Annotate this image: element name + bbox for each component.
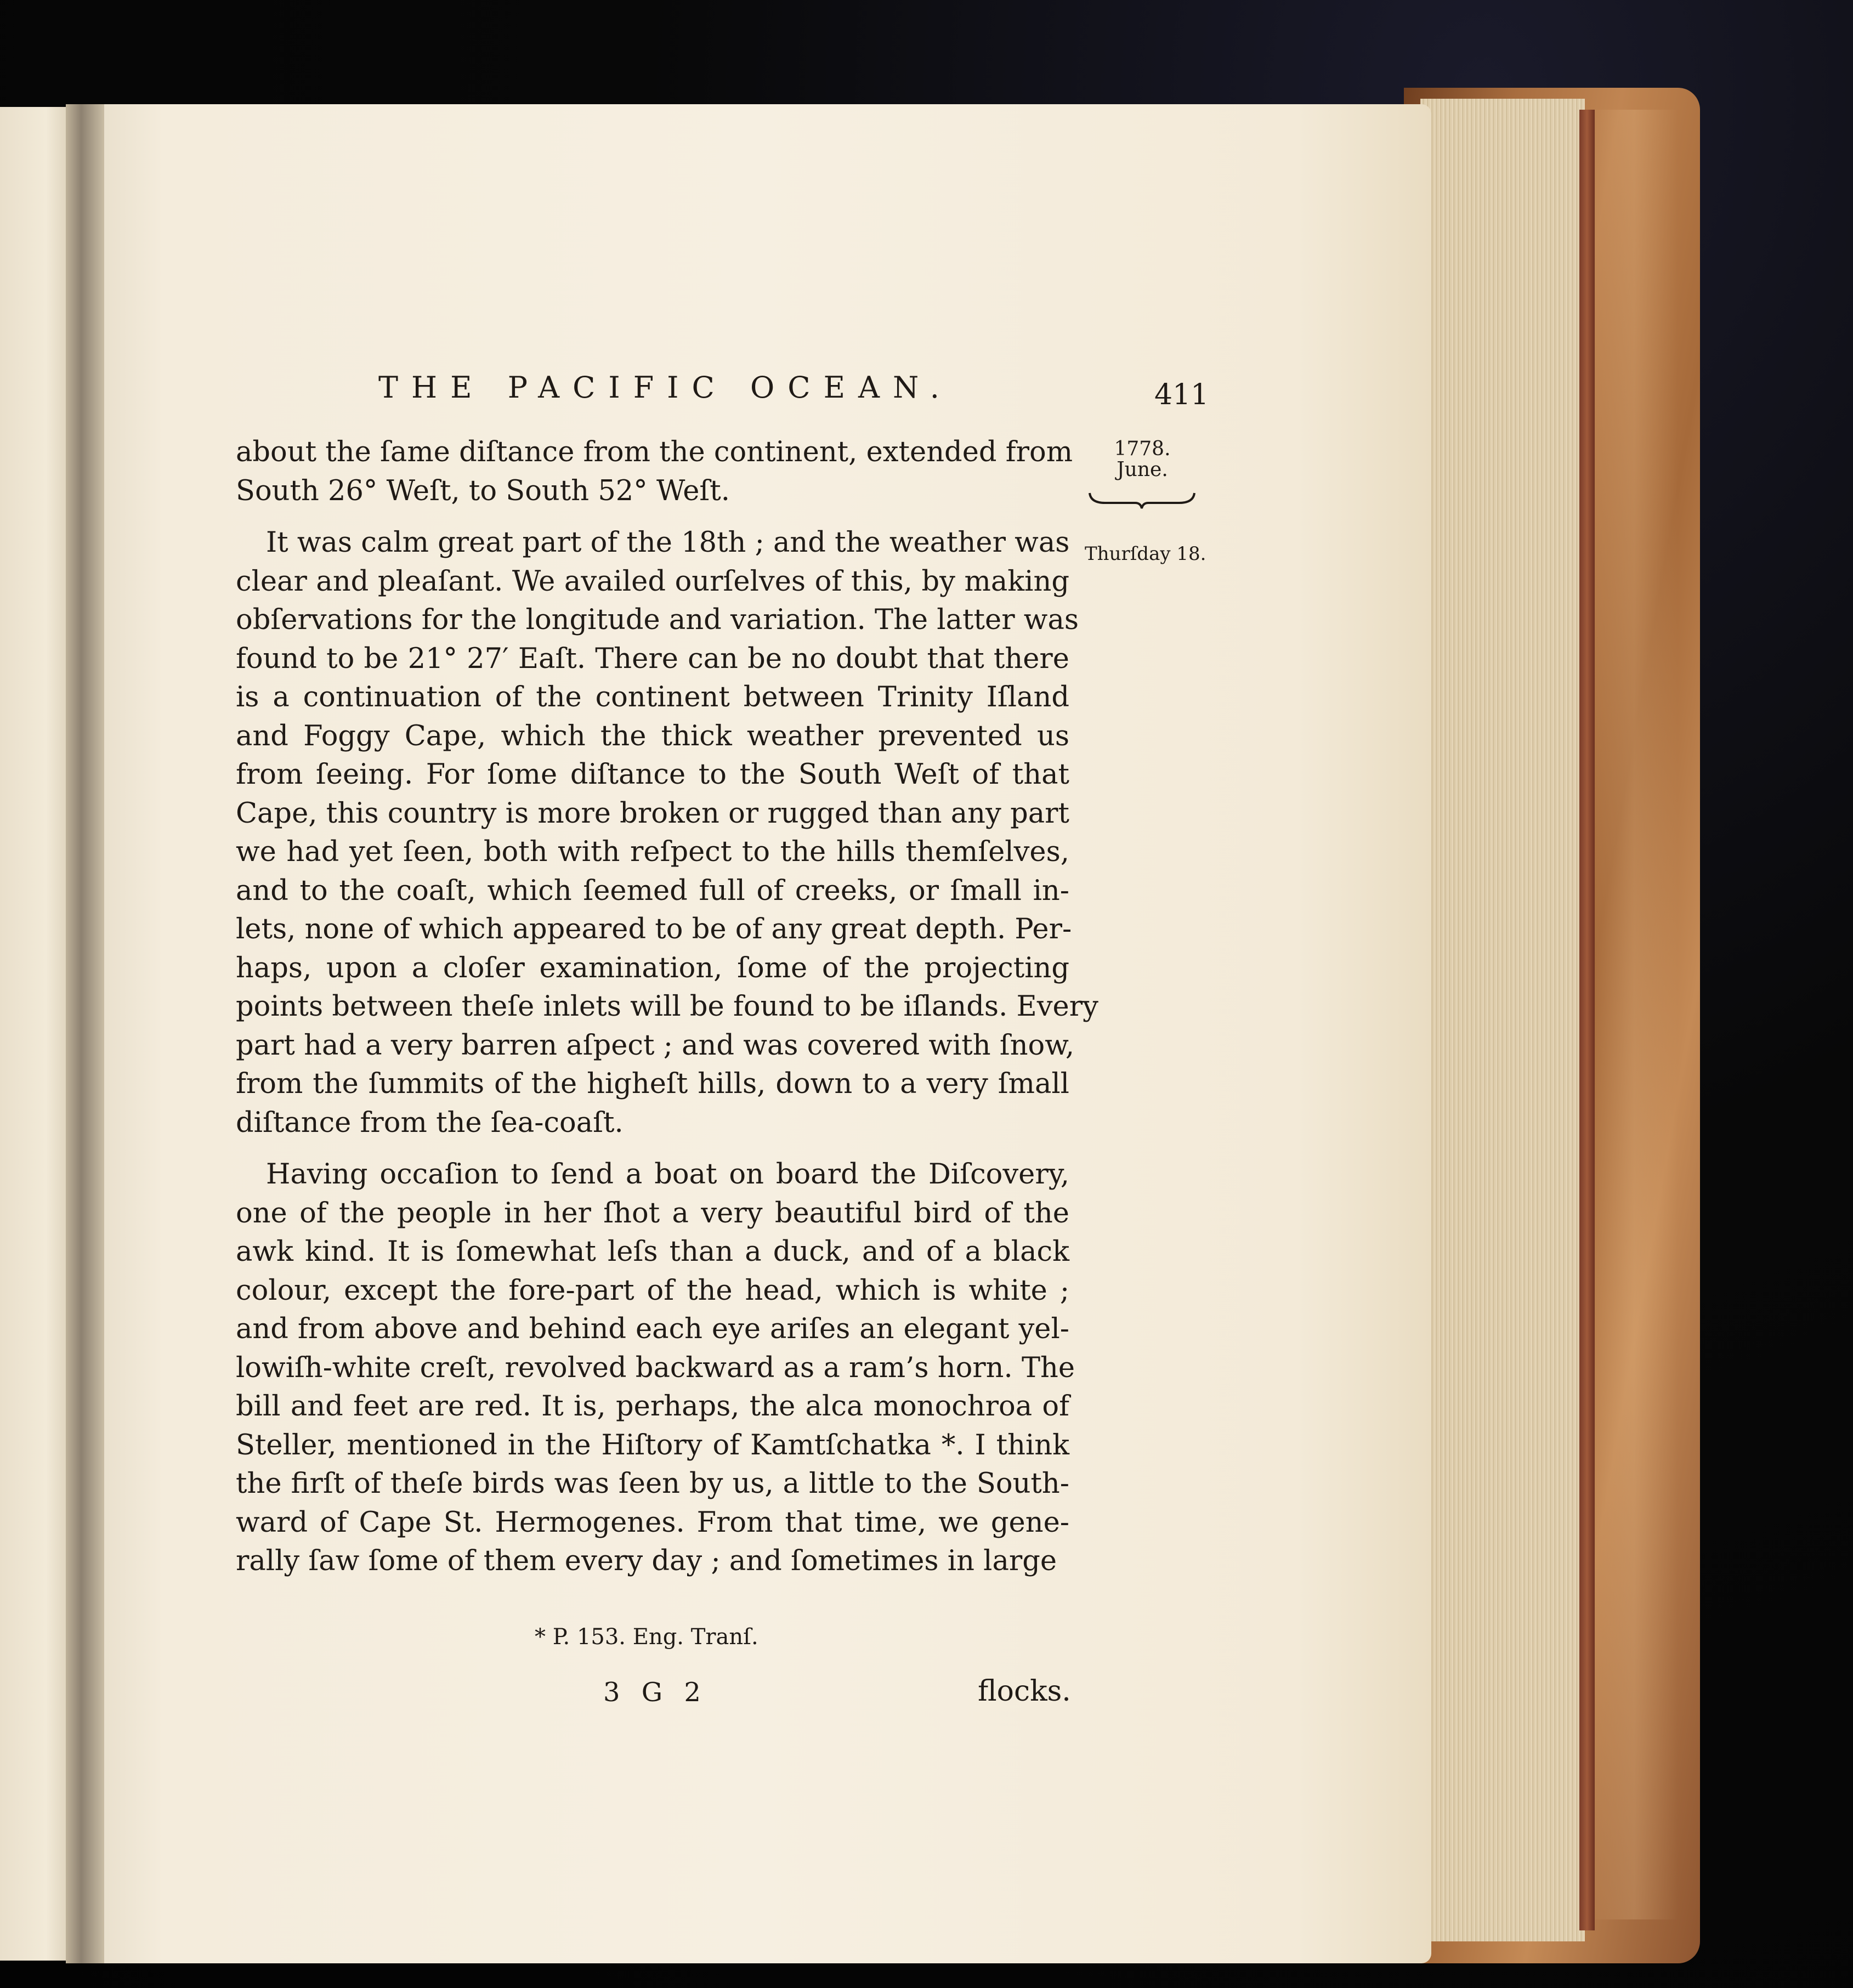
- text-line: lets, none of which appeared to be of any great depth. Per-: [236, 913, 1072, 945]
- text-line: Steller, mentioned in the Hiſtory of Kamtſchatka *. I think: [236, 1429, 1069, 1462]
- text-line: haps, upon a cloſer examination, ſome of the projecting: [236, 951, 1069, 984]
- text-line: ward of Cape St. Hermogenes. From that time, we gene-: [236, 1506, 1069, 1539]
- text-line: and Foggy Cape, which the thick weather prevented us: [236, 720, 1069, 752]
- text-line: about the ſame diſtance from the continent, extended from: [236, 436, 1073, 468]
- book-gutter: [66, 104, 104, 1963]
- text-line: clear and pleaſant. We availed ourſelves of this, by making: [236, 565, 1069, 598]
- running-head: THE PACIFIC OCEAN.: [378, 370, 953, 405]
- sprinkled-edge: [1579, 110, 1595, 1930]
- margin-date-block: [1112, 439, 1172, 480]
- footnote: * P. 153. Eng. Tranſ.: [535, 1624, 758, 1650]
- text-line: and from above and behind each eye ariſes an elegant yel-: [236, 1313, 1069, 1345]
- text-line: the firſt of theſe birds was ſeen by us, a little to the South-: [236, 1468, 1069, 1500]
- text-line: colour, except the fore-part of the head, which is white ;: [236, 1274, 1069, 1307]
- text-line: is a continuation of the continent between Trinity Iſland: [236, 681, 1069, 713]
- body-text: [236, 433, 1098, 1581]
- signature-mark: 3 G 2: [603, 1677, 707, 1708]
- text-line: Cape, this country is more broken or rugged than any part: [236, 797, 1069, 830]
- paragraph-gap: [236, 511, 1069, 524]
- margin-year: 1778.: [1114, 438, 1171, 460]
- text-line: South 26° Weſt, to South 52° Weſt.: [236, 474, 730, 507]
- page-fore-edge: [1420, 99, 1585, 1941]
- margin-month: June.: [1117, 458, 1168, 481]
- text-line: points between theſe inlets will be found to be iſlands. Every: [236, 990, 1098, 1023]
- text-line: lowiſh-white creſt, revolved backward as a ram’s horn. The: [236, 1351, 1075, 1384]
- text-line: Having occaſion to ſend a boat on board the Diſcovery,: [266, 1158, 1069, 1191]
- text-line: from ſeeing. For ſome diſtance to the South Weſt of that: [236, 758, 1069, 791]
- text-line: found to be 21° 27′ Eaſt. There can be no doubt that there: [236, 642, 1069, 675]
- text-line: It was calm great part of the 18th ; and the weather was: [266, 526, 1070, 559]
- paragraph-gap: [236, 1142, 1069, 1156]
- margin-brace-icon: [1089, 491, 1195, 511]
- margin-date-note: Thurſday 18.: [1085, 543, 1206, 565]
- text-line: obſervations for the longitude and variation. The latter was: [236, 604, 1079, 636]
- catchword: flocks.: [978, 1675, 1071, 1708]
- text-line: part had a very barren aſpect ; and was covered with ſnow,: [236, 1029, 1075, 1062]
- page-number: 411: [1154, 378, 1209, 411]
- text-line: one of the people in her ſhot a very beautiful bird of the: [236, 1197, 1069, 1230]
- text-line: diſtance from the ſea-coaſt.: [236, 1106, 624, 1139]
- text-line: we had yet ſeen, both with reſpect to the hills themſelves,: [236, 836, 1069, 868]
- text-line: rally ſaw ſome of them every day ; and ſometimes in large: [236, 1545, 1057, 1577]
- left-page-sliver: [0, 107, 77, 1961]
- text-line: and to the coaſt, which ſeemed full of creeks, or ſmall in-: [236, 874, 1069, 907]
- text-line: from the ſummits of the higheſt hills, down to a very ſmall: [236, 1068, 1069, 1100]
- cover-highlight: [1590, 110, 1678, 1919]
- text-line: awk kind. It is ſomewhat leſs than a duck, and of a black: [236, 1236, 1069, 1268]
- text-line: bill and feet are red. It is, perhaps, the alca monochroa of: [236, 1390, 1069, 1423]
